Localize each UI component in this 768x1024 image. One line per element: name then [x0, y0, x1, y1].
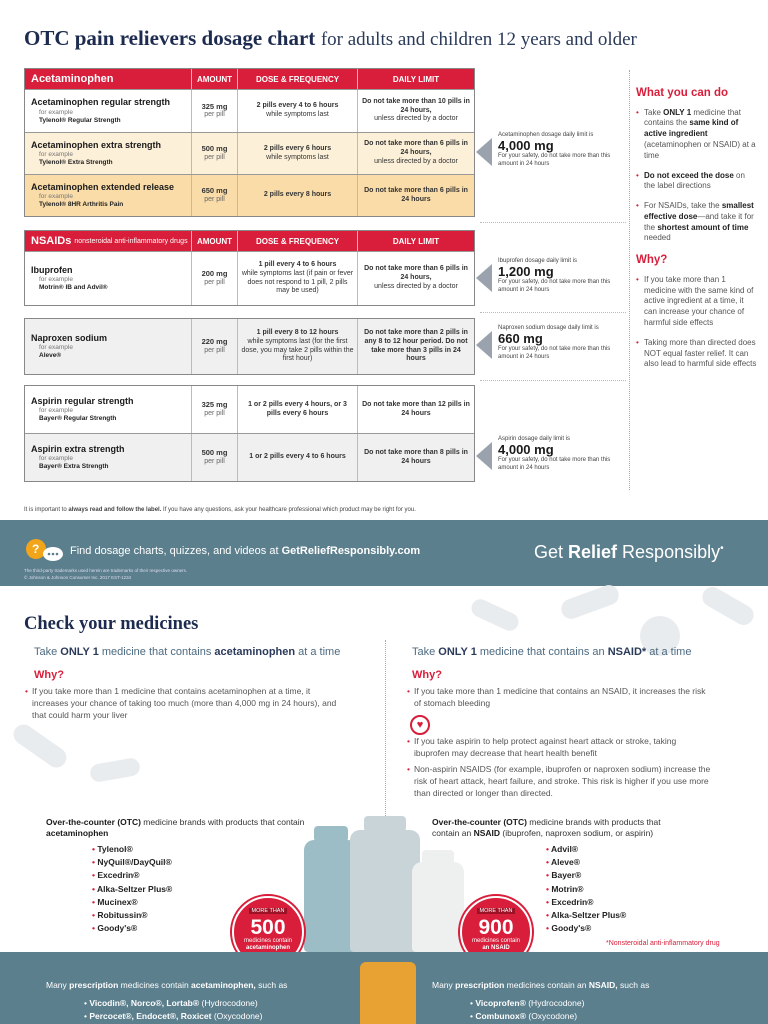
amount-unit: per pill [204, 457, 225, 465]
naproxen-limit-callout [480, 325, 620, 361]
dose-text: 2 pills every 8 hours [263, 191, 332, 199]
rx-right-intro: Many prescription medicines contain an NSAID, such as [432, 980, 650, 990]
right-take-line: Take ONLY 1 medicine that contains an NSAID* at a time [412, 646, 692, 658]
aspirin-table [24, 385, 475, 482]
dose-note: while symptoms last (for the first dose, you may take 2 pills within the first hour) [241, 337, 354, 363]
page-title [24, 26, 637, 51]
title-sub: for adults and children 12 years and older [320, 29, 637, 50]
limit-text: Do not take more than 6 pills in 24 hours, [364, 140, 468, 157]
pill-decoration [469, 596, 522, 633]
limit-text: Do not take more than 2 pills in any 8 to 12 hour period. Do not take more than 3 pills in 24 hours [364, 329, 468, 363]
brand-item: • NyQuil®/DayQuil® [92, 856, 172, 869]
rx-item: • Vicodin®, Norco®, Lortab® (Hydrocodone) [84, 998, 258, 1008]
right-why-item: • If you take more than 1 medicine that contains an NSAID, it increases the risk of stomach bleeding [414, 686, 714, 710]
vertical-divider [629, 70, 630, 490]
brand-item: • Excedrin® [546, 896, 626, 909]
left-take-line: Take ONLY 1 medicine that contains acetaminophen at a time [34, 646, 341, 658]
ibuprofen-limit-callout [480, 258, 620, 294]
product-name: Naproxen sodium [31, 332, 108, 343]
brand-item: • Goody's® [546, 922, 626, 935]
right-why-item: • Non-aspirin NSAIDS (for example, ibuprofen or naproxen sodium) increase the risk of heart attack, heart failure, and stroke. This risk is higher if you use more than directed or longer than directed. [414, 764, 714, 800]
callout-value: 4,000 mg [498, 138, 554, 154]
brand-item: • Bayer® [546, 869, 626, 882]
product-name: Acetaminophen extended release [31, 181, 175, 192]
brand-name: Bayer® Extra Strength [39, 463, 109, 471]
amount-value: 220 mg [201, 337, 228, 347]
rx-item: • Vicoprofen® (Hydrocodone) [470, 998, 584, 1008]
left-otc-intro: Over-the-counter (OTC) medicine brands with products that contain acetaminophen [46, 817, 305, 839]
amount-value: 500 mg [201, 144, 228, 154]
product-name: Aspirin regular strength [31, 395, 134, 406]
right-otc-intro: Over-the-counter (OTC) medicine brands with products that contain an NSAID (ibuprofen, naproxen sodium, or aspirin) [432, 817, 661, 839]
amount-unit: per pill [204, 409, 225, 417]
example-label: for example [39, 108, 73, 116]
brand-item: • Alka-Seltzer Plus® [546, 909, 626, 922]
brand-item: • Mucinex® [92, 896, 172, 909]
callout-value: 1,200 mg [498, 264, 554, 280]
left-why-item: • If you take more than 1 medicine that contains acetaminophen at a time, it increases your chance of taking too much (more than 4,000 mg in 24 hours), and that could harm your liver [32, 686, 342, 722]
limit-text: Do not take more than 6 pills in 24 hours, [364, 265, 468, 282]
example-label: for example [39, 407, 73, 414]
amount-value: 200 mg [201, 269, 228, 279]
why-heading: Why? [636, 254, 668, 267]
website-link[interactable]: GetReliefResponsibly.com [281, 545, 421, 557]
limit-note: unless directed by a doctor [374, 282, 458, 290]
tip-item: • For NSAIDs, take the smallest effective dose—and take it for the shortest amount of time needed [636, 201, 758, 244]
example-label: for example [39, 276, 73, 283]
callout-note: For your safety, do not take more than this amount in 24 hours [498, 457, 611, 471]
why-item: • If you take more than 1 medicine with the same kind of active ingredient at a time, it can increase your chance of harmful side effects [636, 275, 758, 329]
nsaid-table [24, 230, 475, 306]
example-label: for example [39, 151, 73, 158]
rx-item: • Percocet®, Endocet®, Roxicet (Oxycodone) [84, 1011, 263, 1021]
bottle-cap [422, 850, 454, 864]
acetaminophen-label: Acetaminophen [31, 73, 114, 85]
rx-item: • Combunox® (Oxycodone) [470, 1011, 577, 1021]
divider [480, 380, 626, 381]
what-you-can-do-panel [636, 86, 758, 379]
banner [0, 520, 768, 586]
check-medicines-heading: Check your medicines [24, 614, 199, 634]
limit-note: unless directed by a doctor [374, 157, 458, 165]
dose-text: 1 or 2 pills every 4 to 6 hours [249, 453, 346, 461]
table-row [25, 433, 474, 481]
brand-item: • Excedrin® [92, 869, 172, 882]
example-label: for example [39, 344, 73, 351]
dose-text: 2 pills every 6 hours [263, 144, 332, 152]
callout-note: For your safety, do not take more than this amount in 24 hours [498, 153, 611, 167]
brand-item: • Aleve® [546, 856, 626, 869]
callout-note: For your safety, do not take more than this amount in 24 hours [498, 279, 611, 293]
amount-unit: per pill [204, 278, 225, 286]
table-row [25, 174, 474, 216]
nsaid-count-badge: MORE THAN 900 medicines contain an NSAID [460, 896, 532, 968]
tip-item: • Take ONLY 1 medicine that contains the same kind of active ingredient (acetaminophen or NSAID) at a time [636, 108, 758, 162]
dose-note: while symptoms last [266, 111, 329, 118]
callout-note: For your safety, do not take more than this amount in 24 hours [498, 346, 611, 360]
brand-item: • Motrin® [546, 883, 626, 896]
dose-text: 1 pill every 4 to 6 hours [258, 261, 337, 268]
callout-pre: Ibuprofen dosage daily limit is [498, 258, 578, 264]
callout-pre: Acetaminophen dosage daily limit is [498, 132, 594, 138]
nsaid-label: NSAIDs [31, 235, 72, 247]
brand-item: • Robitussin® [92, 909, 172, 922]
amount-unit: per pill [204, 153, 225, 161]
dose-note: while symptoms last [266, 153, 329, 161]
left-brand-list [92, 843, 172, 935]
dose-text: 2 pills every 4 to 6 hours [256, 102, 339, 110]
acetaminophen-limit-callout [480, 132, 620, 168]
copyright-note: © Johnson & Johnson Consumer Inc. 2017 EST-1234 [24, 575, 132, 580]
table-row [25, 386, 474, 433]
pill-decoration [699, 583, 757, 628]
brand-name: Tylenol® Regular Strength [39, 116, 121, 124]
example-label: for example [39, 455, 73, 462]
bottle-illustration [412, 862, 464, 952]
bottle-cap [364, 816, 406, 832]
brand-name: Tylenol® Extra Strength [39, 159, 113, 167]
brand-item: • Goody's® [92, 922, 172, 935]
bottle-cap [314, 826, 348, 842]
limit-note: unless directed by a doctor [374, 115, 458, 123]
header-limit: DAILY LIMIT [357, 69, 474, 89]
trademark-note: The third-party trademarks used herein are trademarks of their respective owners. [24, 568, 188, 573]
amount-value: 650 mg [201, 186, 228, 196]
pill-decoration [89, 757, 141, 783]
arrow-left-icon [476, 264, 492, 292]
dose-note: while symptoms last (if pain or fever does not respond to 1 pill, 2 pills may be used) [241, 269, 354, 295]
nsaid-table-header [25, 231, 474, 251]
bottle-illustration [350, 830, 420, 952]
amount-unit: per pill [204, 195, 225, 203]
callout-value: 660 mg [498, 331, 543, 347]
limit-text: Do not take more than 10 pills in 24 hours, [362, 97, 470, 114]
brand-item: • Tylenol® [92, 843, 172, 856]
header-amount: AMOUNT [191, 231, 237, 251]
callout-pre: Aspirin dosage daily limit is [498, 436, 571, 442]
right-brand-list [546, 843, 626, 935]
limit-text: Do not take more than 12 pills in 24 hours [362, 400, 470, 417]
acetaminophen-table-header [25, 69, 474, 89]
amount-value: 325 mg [201, 400, 228, 410]
brand-item: • Alka-Seltzer Plus® [92, 883, 172, 896]
aspirin-limit-callout [480, 436, 620, 472]
nsaid-label-sub: nonsteroidal anti-inflammatory drugs [74, 237, 188, 245]
table-row [25, 319, 474, 374]
nsaid-footnote: *Nonsteroidal anti-inflammatory drug [606, 940, 720, 947]
table-row [25, 132, 474, 174]
amount-unit: per pill [204, 346, 225, 354]
acetaminophen-count-badge: MORE THAN 500 medicines contain acetaminophen [232, 896, 304, 968]
brand-item: • Advil® [546, 843, 626, 856]
right-why-heading: Why? [412, 669, 442, 681]
header-dose: DOSE & FREQUENCY [237, 231, 357, 251]
example-label: for example [39, 193, 73, 200]
table-row [25, 89, 474, 132]
limit-text: Do not take more than 6 pills in 24 hours [364, 186, 468, 203]
heart-icon: ♥ [410, 715, 430, 735]
label-footnote: It is important to always read and follow the label. If you have any questions, ask your healthcare professional which product may be right for you. [24, 507, 416, 513]
chat-bubbles-icon [24, 538, 64, 564]
rx-left-intro: Many prescription medicines contain acetaminophen, such as [46, 980, 288, 990]
brand-name: Aleve® [39, 352, 62, 360]
brand-name: Bayer® Regular Strength [39, 415, 117, 423]
header-limit: DAILY LIMIT [357, 231, 474, 251]
header-dose: DOSE & FREQUENCY [237, 69, 357, 89]
arrow-left-icon [476, 442, 492, 470]
brand-logo: Get Relief Responsibly• [534, 542, 724, 562]
arrow-left-icon [476, 331, 492, 359]
amount-value: 325 mg [201, 101, 228, 111]
dose-text: 1 or 2 pills every 4 hours, or 3 pills every 6 hours [248, 400, 347, 417]
limit-text: Do not take more than 8 pills in 24 hours [364, 448, 468, 465]
acetaminophen-table [24, 68, 475, 217]
table-row [25, 251, 474, 305]
arrow-left-icon [476, 138, 492, 166]
pill-decoration [10, 721, 71, 772]
header-amount: AMOUNT [191, 69, 237, 89]
right-why-item: • If you take aspirin to help protect against heart attack or stroke, taking ibuprofen may decrease that heart health benefit [414, 736, 714, 760]
naproxen-table [24, 318, 475, 375]
brand-name: Tylenol® 8HR Arthritis Pain [39, 201, 124, 209]
amount-value: 500 mg [201, 448, 228, 458]
callout-pre: Naproxen sodium dosage daily limit is [498, 325, 599, 331]
pill-decoration [558, 582, 621, 621]
svg-text:?: ? [32, 542, 40, 556]
callout-value: 4,000 mg [498, 442, 554, 458]
product-name: Aspirin extra strength [31, 443, 125, 454]
divider [480, 222, 626, 223]
amount-unit: per pill [204, 111, 225, 119]
divider [480, 312, 626, 313]
brand-name: Motrin® IB and Advil® [39, 284, 108, 292]
why-item: • Taking more than directed does NOT equal faster relief. It can also lead to harmful side effects [636, 338, 758, 370]
product-name: Acetaminophen regular strength [31, 97, 171, 108]
product-name: Ibuprofen [31, 264, 73, 275]
rx-bottle-illustration [360, 962, 416, 1024]
left-why-heading: Why? [34, 669, 64, 681]
tip-item: • Do not exceed the dose on the label directions [636, 171, 758, 193]
what-you-can-do-heading: What you can do [636, 87, 728, 99]
title-main: OTC pain relievers dosage chart [24, 26, 316, 50]
dose-text: 1 pill every 8 to 12 hours [256, 329, 339, 336]
banner-text: Find dosage charts, quizzes, and videos at GetReliefResponsibly.com [70, 545, 421, 557]
product-name: Acetaminophen extra strength [31, 139, 162, 150]
